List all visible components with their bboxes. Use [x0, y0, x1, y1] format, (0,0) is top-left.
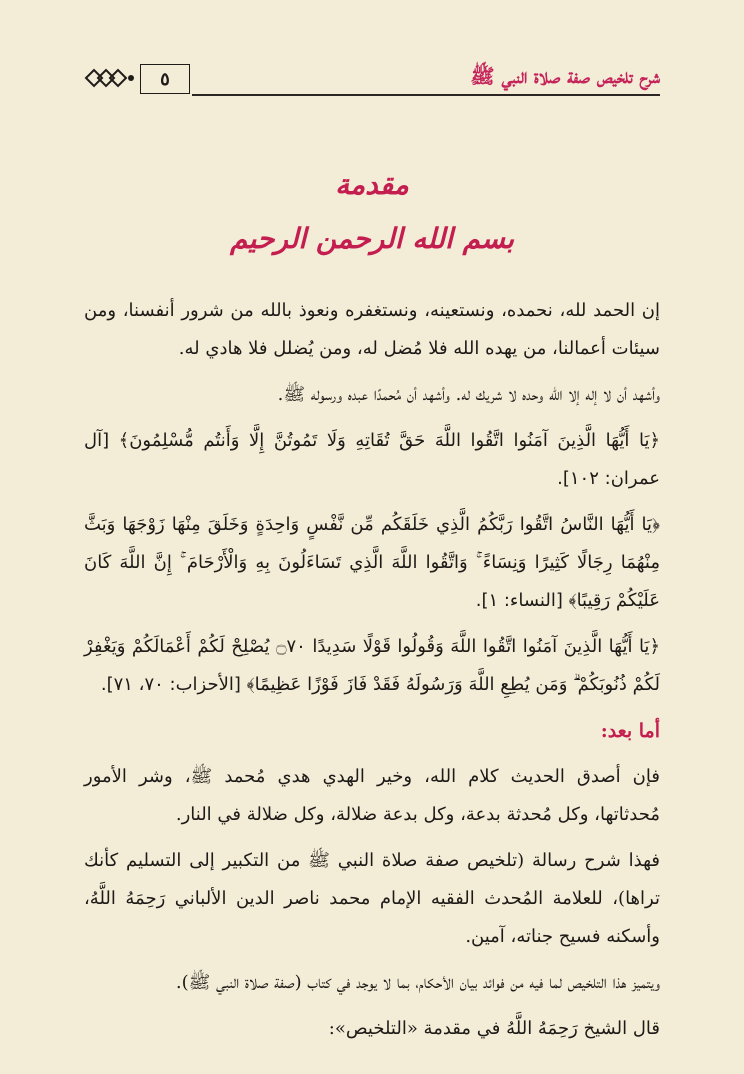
decorative-knot-icon: [84, 66, 136, 90]
basmala: بسم الله الرحمن الرحيم: [230, 222, 514, 255]
subheading: أما بعد:: [600, 720, 660, 742]
paragraph: فإن أصدق الحديث كلام الله، وخير الهدي هدي مُحمد ﷺ، وشر الأمور مُحدثاتها، وكل مُحدثة بدعة، وكل بدعة ضلالة، وكل ضلالة في النار.: [84, 766, 660, 825]
header-title: شرح تلخيص صفة صلاة النبي ﷺ: [470, 64, 660, 88]
quran-verse: ﴿يَا أَيُّهَا الَّذِينَ آمَنُوا اتَّقُوا اللَّهَ وَقُولُوا قَوْلًا سَدِيدًا ۝٧٠ يُصْلِحْ لَكُمْ أَعْمَالَكُمْ وَيَغْفِرْ لَكُمْ ذُنُوبَكُمْ ۗ وَمَن يُطِعِ اللَّهَ وَرَسُولَهُ فَقَدْ فَازَ فَوْزًا عَظِيمًا﴾ [الأحزاب: ٧٠، ٧١].: [84, 636, 660, 695]
paragraph: ويتميز هذا التلخيص لما فيه من فوائد بيان الأحكام، بما لا يوجد في كتاب (صفة صلاة النبي ﷺ).: [175, 972, 660, 993]
quran-verse: ﴿يَا أَيُّهَا الَّذِينَ آمَنُوا اتَّقُوا اللَّهَ حَقَّ تُقَاتِهِ وَلَا تَمُوتُنَّ إِلَّا وَأَنتُم مُّسْلِمُونَ﴾ [آل عمران: ١٠٢].: [84, 430, 660, 489]
body-text: [84, 292, 660, 1056]
paragraph: قال الشيخ رَحِمَهُ اللَّهُ في مقدمة «التلخيص»:: [328, 1018, 660, 1039]
paragraph: إن الحمد لله، نحمده، ونستعينه، ونستغفره ونعوذ بالله من شرور أنفسنا، ومن سيئات أعمالنا، من يهده الله فلا مُضل له، ومن يُضلل فلا هادي له.: [84, 300, 660, 359]
paragraph: وأشهد أن لا إله إلا الله وحده لا شريك له. وأشهد أن مُحمدًا عبده ورسوله ﷺ.: [277, 384, 660, 405]
header-divider: [192, 94, 660, 96]
page-header: [84, 62, 660, 96]
paragraph: فهذا شرح رسالة (تلخيص صفة صلاة النبي ﷺ من التكبير إلى التسليم كأنك تراها)، للعلامة المُحدث الفقيه الإمام محمد ناصر الدين الألباني رَحِمَهُ اللَّهُ، وأسكنه فسيح جناته، آمين.: [84, 850, 660, 947]
quran-verse: ﴿يَا أَيُّهَا النَّاسُ اتَّقُوا رَبَّكُمُ الَّذِي خَلَقَكُم مِّن نَّفْسٍ وَاحِدَةٍ وَخَلَقَ مِنْهَا زَوْجَهَا وَبَثَّ مِنْهُمَا رِجَالًا كَثِيرًا وَنِسَاءً ۚ وَاتَّقُوا اللَّهَ الَّذِي تَسَاءَلُونَ بِهِ وَالْأَرْحَامَ ۚ إِنَّ اللَّهَ كَانَ عَلَيْكُمْ رَقِيبًا﴾ [النساء: ١].: [84, 514, 660, 611]
page-number: ٥: [140, 64, 190, 94]
section-title: مقدمة: [335, 168, 409, 201]
